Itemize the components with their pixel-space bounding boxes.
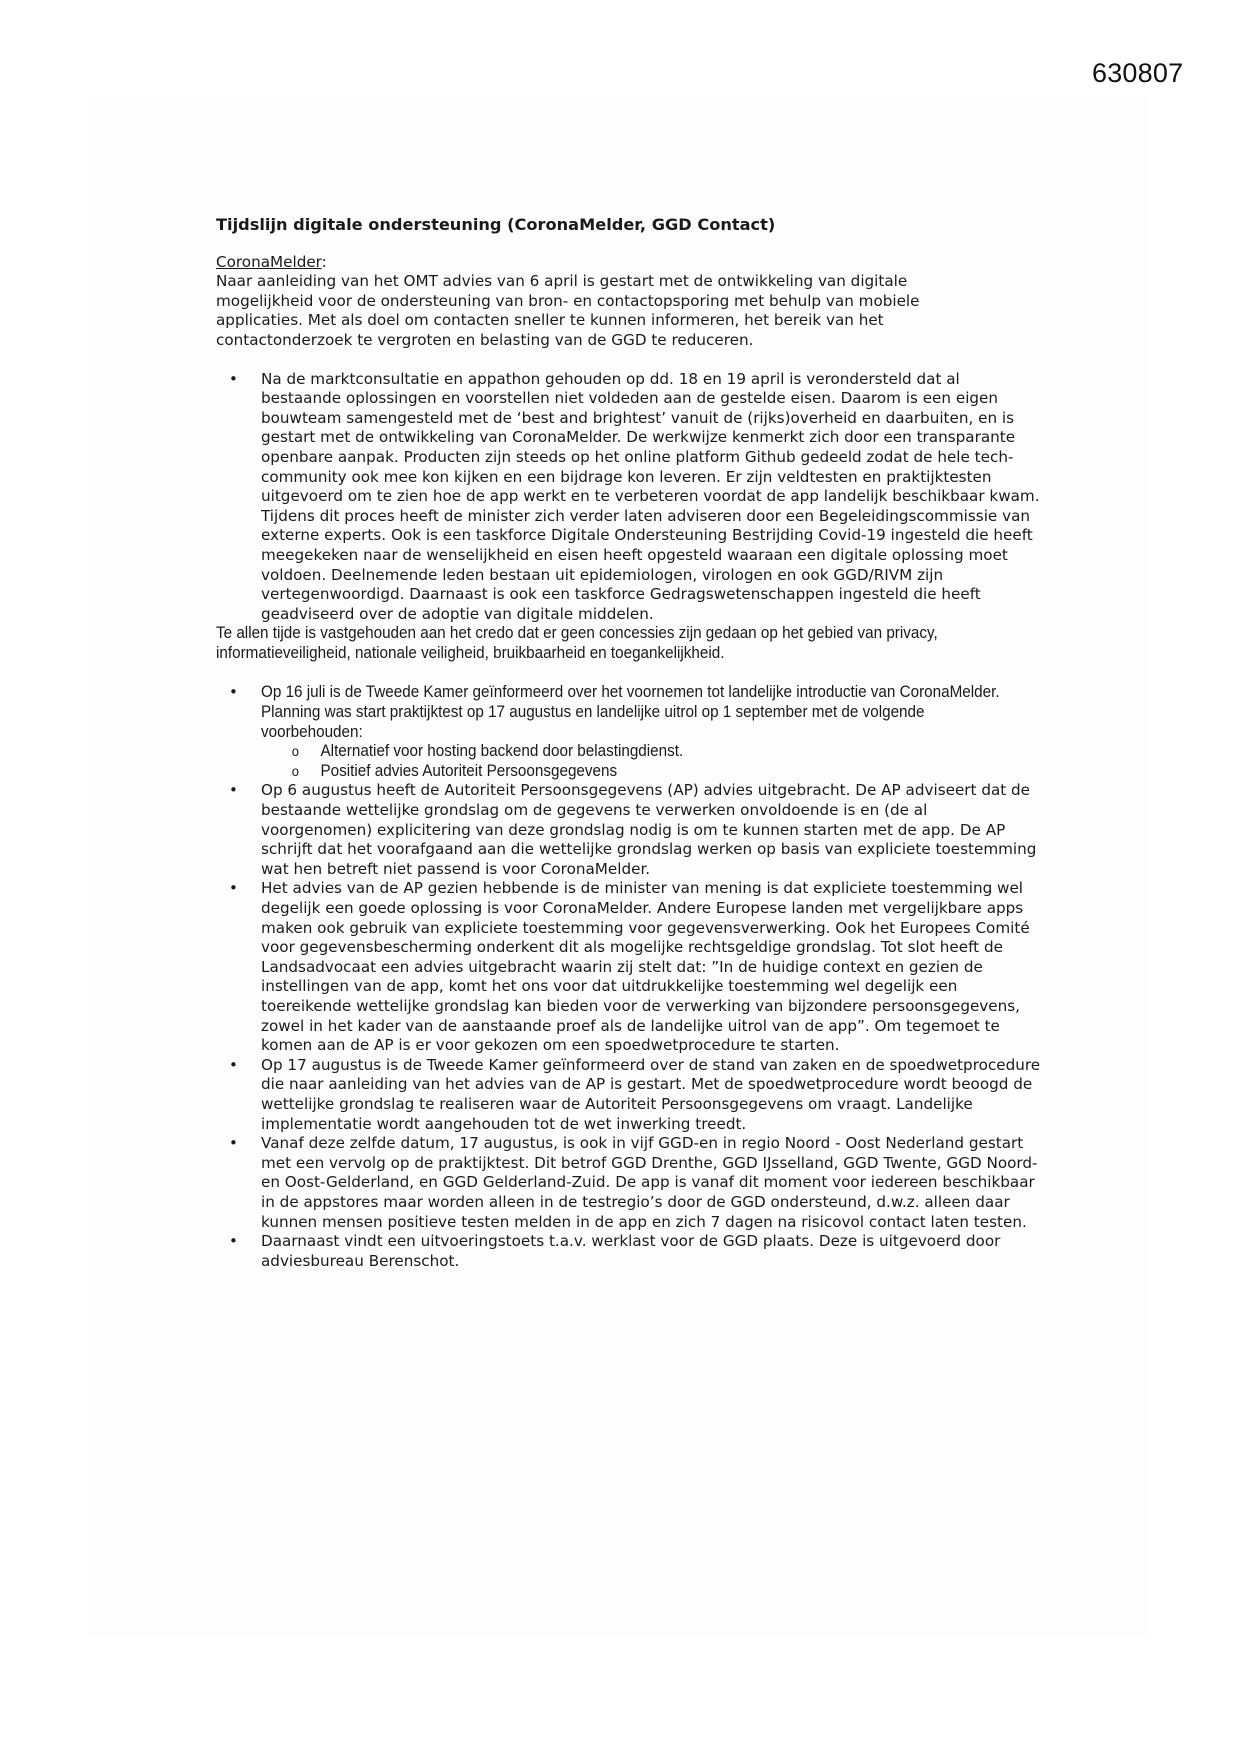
bullet-item [216,683,1043,781]
sub-item: o Positief advies Autoriteit Persoonsgegevens [261,762,988,782]
bullet-item: • Daarnaast vindt een uitvoeringstoets t.a.v. werklast voor de GGD plaats. Deze is uitgevoerd door adviesbureau Berenschot. [216,1232,1043,1271]
sub-list-conditions [261,742,988,781]
bullet-item: • Vanaf deze zelfde datum, 17 augustus, is ook in vijf GGD-en in regio Noord - Oost Nederland gestart met een vervolg op de praktijktest. Dit betrof GGD Drenthe, GGD IJsselland, GGD Twente, GGD Noord- en Oost-Gelderland, en GGD Gelderland-Zuid. De app is vanaf dit moment voor iedereen beschikbaar in de appstores maar worden alleen in de testregio’s door de GGD ondersteund, d.w.z. alleen daar kunnen mensen positieve testen melden in de app en zich 7 dagen na risicovol contact laten testen. [216,1134,1043,1232]
bullet-list-august-17 [216,1056,1046,1134]
document-body [216,215,1046,1271]
credo-statement: Te allen tijde is vastgehouden aan het credo dat er geen concessies zijn gedaan op het gebied van privacy, informatieveiligheid, nationale veiligheid, bruikbaarheid en toegankelijkheid. [216,624,938,662]
document-number: 630807 [1092,58,1184,88]
section-heading: CoronaMelder [216,252,322,271]
bullet-list-pilot [216,1134,1046,1271]
bullet-list-ap-advice [216,781,1046,1055]
section-heading-colon: : [321,252,327,271]
sub-list-wrap [261,742,988,781]
bullet-item: • Na de marktconsultatie en appathon gehouden op dd. 18 en 19 april is verondersteld dat al bestaande oplossingen en voorstellen niet voldeden aan de gestelde eisen. Daarom is een eigen bouwteam samengesteld met de ‘best and brightest’ vanuit de (rijks)overheid en daarbuiten, en is gestart met de ontwikkeling van CoronaMelder. De werkwijze kenmerkt zich door een transparante openbare aanpak. Producten zijn steeds op het online platform Github gedeeld zodat de hele tech-community ook mee kon kijken en een bijdrage kon leveren. Er zijn veldtesten en praktijktesten uitgevoerd om te zien hoe de app werkt en te verbeteren voordat de app landelijk beschikbaar kwam. Tijdens dit proces heeft de minister zich verder laten adviseren door een Begeleidingscommissie van externe experts. Ook is een taskforce Digitale Ondersteuning Bestrijding Covid-19 ingesteld die heeft meegekeken naar de wenselijkheid en eisen heeft opgesteld waaraan een digitale oplossing moet voldoen. Deelnemende leden bestaan uit epidemiologen, virologen en ook GGD/RIVM zijn vertegenwoordigd. Daarnaast is ook een taskforce Gedragswetenschappen ingesteld die heeft geadviseerd over de adoptie van digitale middelen. [216,370,1043,625]
bullet-item: • Op 17 augustus is de Tweede Kamer geïnformeerd over de stand van zaken en de spoedwetprocedure die naar aanleiding van het advies van de AP is gestart. Met de spoedwetprocedure wordt beoogd de wettelijke grondslag te realiseren waar de Autoriteit Persoonsgegevens om vraagt. Landelijke implementatie wordt aangehouden tot de wet inwerking treedt. [216,1056,1043,1134]
bullet-text: • Op 16 juli is de Tweede Kamer geïnformeerd over het voornemen tot landelijke introductie van CoronaMelder. Planning was start praktijktest op 17 augustus en landelijke uitrol op 1 september met de volgende voorbehouden: [261,683,1000,741]
section-heading-line [216,253,1046,273]
intro-paragraph: Naar aanleiding van het OMT advies van 6 april is gestart met de ontwikkeling van digitale mogelijkheid voor de ondersteuning van bron- en contactopsporing met behulp van mobiele applicaties. Met als doel om contacten sneller te kunnen informeren, het bereik van het contactonderzoek te vergroten en belasting van de GGD te reduceren. [216,272,920,349]
bullet-item: • Op 6 augustus heeft de Autoriteit Persoonsgegevens (AP) advies uitgebracht. De AP adviseert dat de bestaande wettelijke grondslag om de gegevens te verwerken onvoldoende is en (de al voorgenomen) explicitering van deze grondslag nodig is om te kunnen starten met de app. De AP schrijft dat het voorafgaand aan die wettelijke grondslag werken op basis van expliciete toestemming wat hen betreft niet passend is voor CoronaMelder. [216,781,1043,879]
document-title: Tijdslijn digitale ondersteuning (CoronaMelder, GGD Contact) [216,215,776,234]
bullet-item: • Het advies van de AP gezien hebbende is de minister van mening is dat expliciete toestemming wel degelijk een goede oplossing is voor CoronaMelder. Andere Europese landen met vergelijkbare apps maken ook gebruik van expliciete toestemming voor gegevensverwerking. Ook het Europees Comité voor gegevensbescherming onderkent dit als mogelijke rechtsgeldige grondslag. Tot slot heeft de Landsadvocaat een advies uitgebracht waarin zij stelt dat: ”In de huidige context en gezien de instellingen van de app, komt het ons voor dat uitdrukkelijke toestemming wel degelijk een toereikende wettelijke grondslag kan bieden voor de verwerking van bijzondere persoonsgegevens, zowel in het kader van de aanstaande proef als de landelijke uitrol van de app”. Om tegemoet te komen aan de AP is er voor gekozen om een spoedwetprocedure te starten. [216,879,1043,1055]
bullet-list-july [216,683,1046,781]
sub-item: o Alternatief voor hosting backend door belastingdienst. [261,742,988,762]
bullet-list-development [216,370,1046,625]
